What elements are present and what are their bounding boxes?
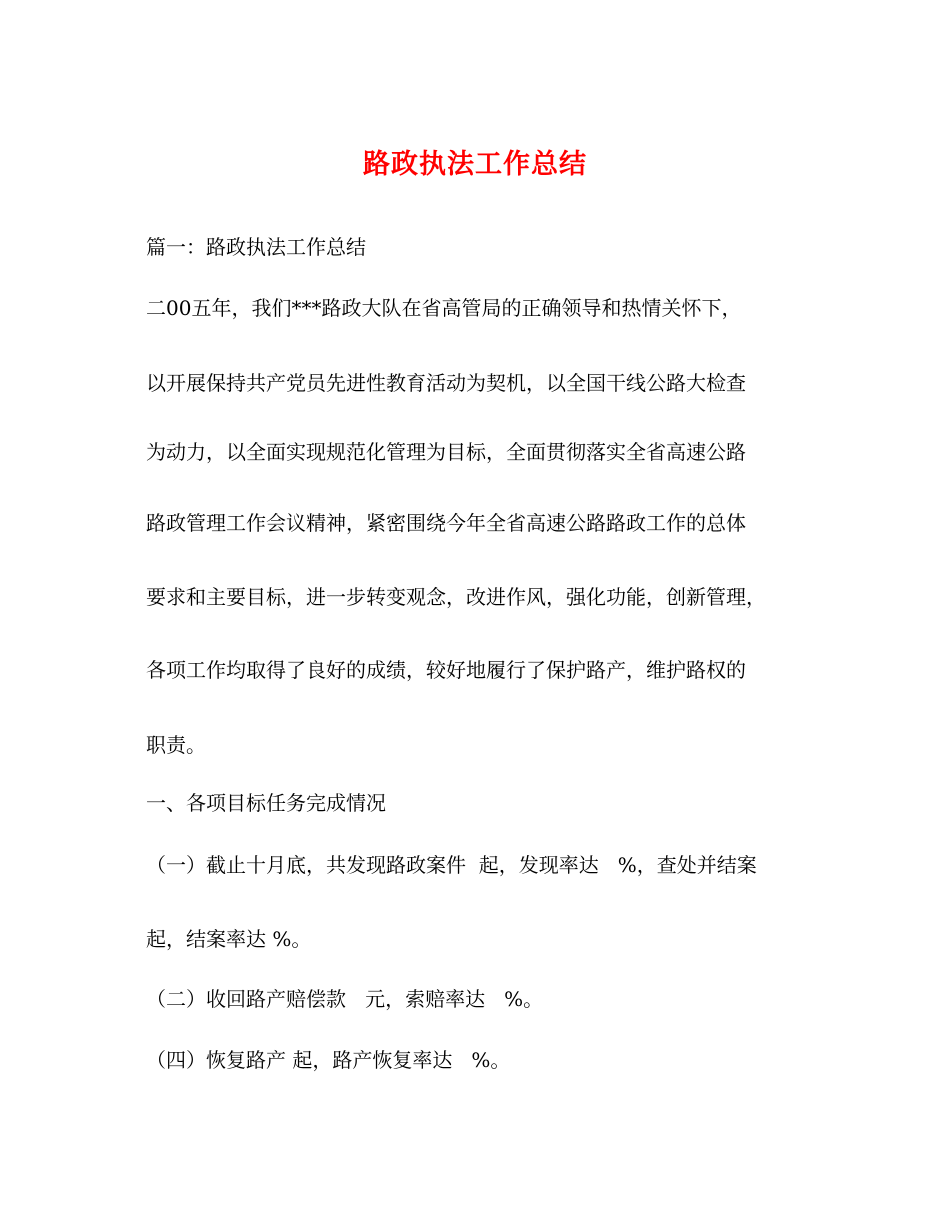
paragraph-line: 二00五年，我们***路政大队在省高管局的正确领导和热情关怀下， xyxy=(146,296,742,320)
list-item: （一）截止十月底，共发现路政案件 起，发现率达 %，查处并结案 xyxy=(146,853,757,877)
paragraph-line: 职责。 xyxy=(146,733,206,757)
section-heading: 篇一：路政执法工作总结 xyxy=(146,235,366,259)
paragraph-line: 以开展保持共产党员先进性教育活动为契机，以全国干线公路大检查 xyxy=(146,371,746,395)
paragraph-line: 路政管理工作会议精神，紧密围绕今年全省高速公路路政工作的总体 xyxy=(146,511,746,535)
paragraph-line: 为动力，以全面实现规范化管理为目标，全面贯彻落实全省高速公路 xyxy=(146,440,746,464)
subsection-heading: 一、各项目标任务完成情况 xyxy=(146,791,386,815)
list-item-continuation: 起，结案率达 %。 xyxy=(146,927,312,951)
document-title: 路政执法工作总结 xyxy=(363,149,587,180)
paragraph-line: 要求和主要目标，进一步转变观念，改进作风，强化功能，创新管理， xyxy=(146,585,766,609)
list-item: （四）恢复路产 起，路产恢复率达 %。 xyxy=(146,1048,511,1072)
paragraph-line: 各项工作均取得了良好的成绩，较好地履行了保护路产，维护路权的 xyxy=(146,658,746,682)
list-item: （二）收回路产赔偿款 元，索赔率达 %。 xyxy=(146,987,544,1011)
